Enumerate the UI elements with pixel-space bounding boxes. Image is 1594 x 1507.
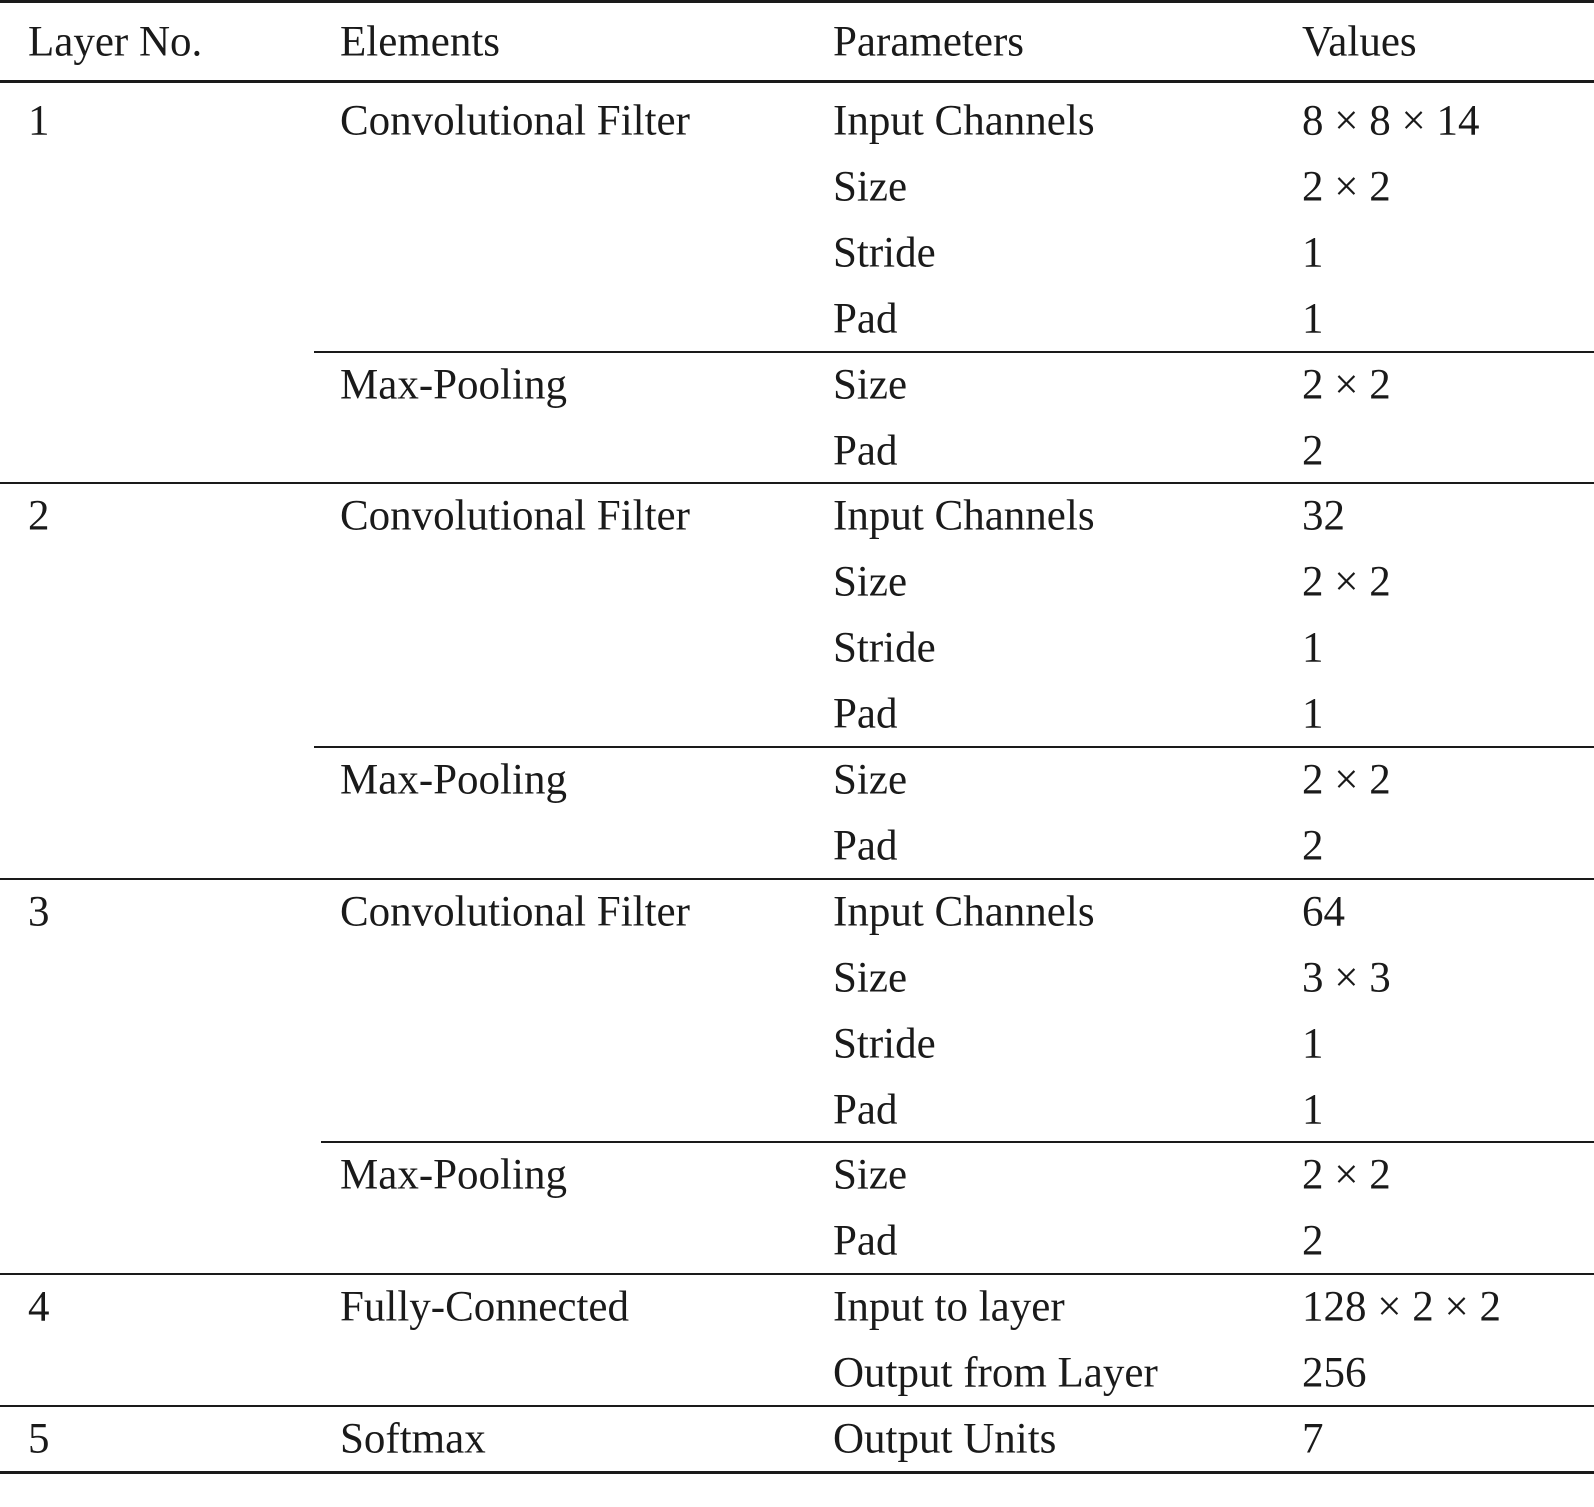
parameter-value: 1 — [1302, 1086, 1324, 1133]
element-name: Convolutional Filter — [340, 492, 690, 540]
parameter-value: 2 × 2 — [1302, 1151, 1391, 1199]
element-divider-rule — [321, 1141, 1594, 1143]
parameter-name: Size — [833, 558, 908, 606]
parameter-name: Size — [833, 756, 908, 804]
parameter-value: 2 — [1302, 822, 1324, 870]
parameter-name: Pad — [833, 690, 898, 738]
header-layer-no: Layer No. — [28, 18, 203, 66]
parameter-name: Pad — [833, 295, 898, 343]
parameter-value: 1 — [1302, 295, 1324, 343]
parameter-name: Input Channels — [833, 888, 1095, 936]
element-divider-rule — [314, 746, 1594, 748]
parameter-name: Input Channels — [833, 492, 1095, 540]
parameter-name: Stride — [833, 624, 936, 672]
parameter-name: Pad — [833, 1217, 898, 1265]
layer-number: 5 — [28, 1415, 50, 1463]
layer-divider-rule — [0, 878, 1594, 880]
parameter-name: Stride — [833, 229, 936, 277]
header-elements: Elements — [340, 18, 501, 66]
parameter-name: Pad — [833, 1086, 898, 1133]
header-parameters: Parameters — [833, 18, 1025, 66]
parameter-value: 256 — [1302, 1349, 1367, 1397]
header-rule — [0, 80, 1594, 83]
element-name: Max-Pooling — [340, 1151, 567, 1199]
parameter-name: Pad — [833, 822, 898, 870]
parameter-value: 1 — [1302, 229, 1324, 277]
parameter-name: Size — [833, 954, 908, 1002]
parameter-value: 2 × 2 — [1302, 361, 1391, 409]
parameter-value: 3 × 3 — [1302, 954, 1391, 1002]
parameter-value: 8 × 8 × 14 — [1302, 97, 1480, 145]
layer-number: 4 — [28, 1283, 50, 1331]
parameter-name: Size — [833, 361, 908, 409]
parameter-value: 7 — [1302, 1415, 1324, 1463]
element-name: Softmax — [340, 1415, 486, 1463]
layer-divider-rule — [0, 482, 1594, 484]
parameter-value: 2 — [1302, 1217, 1324, 1265]
parameter-value: 2 — [1302, 427, 1324, 474]
element-name: Convolutional Filter — [340, 97, 690, 145]
layer-number: 3 — [28, 888, 50, 936]
element-divider-rule — [314, 351, 1594, 353]
layer-number: 1 — [28, 97, 50, 145]
parameter-value: 32 — [1302, 492, 1345, 540]
element-name: Max-Pooling — [340, 756, 567, 804]
layer-number: 2 — [28, 492, 50, 540]
table-bottom-rule — [0, 1471, 1594, 1474]
parameter-value: 2 × 2 — [1302, 756, 1391, 804]
parameter-name: Pad — [833, 427, 898, 474]
parameter-name: Input Channels — [833, 97, 1095, 145]
parameter-value: 2 × 2 — [1302, 558, 1391, 606]
parameter-value: 128 × 2 × 2 — [1302, 1283, 1502, 1331]
layer-divider-rule — [0, 1405, 1594, 1407]
parameter-value: 1 — [1302, 624, 1324, 672]
parameter-name: Output from Layer — [833, 1349, 1158, 1397]
parameter-value: 1 — [1302, 690, 1324, 738]
element-name: Convolutional Filter — [340, 888, 690, 936]
parameter-name: Size — [833, 163, 908, 211]
parameter-name: Input to layer — [833, 1283, 1065, 1331]
parameter-name: Size — [833, 1151, 908, 1199]
element-name: Fully-Connected — [340, 1283, 630, 1331]
layer-divider-rule — [0, 1273, 1594, 1275]
parameter-value: 1 — [1302, 1020, 1324, 1068]
parameter-value: 64 — [1302, 888, 1345, 936]
parameter-value: 2 × 2 — [1302, 163, 1391, 211]
parameter-name: Output Units — [833, 1415, 1057, 1463]
header-values: Values — [1302, 18, 1417, 66]
table-top-rule — [0, 0, 1594, 3]
parameter-name: Stride — [833, 1020, 936, 1068]
element-name: Max-Pooling — [340, 361, 567, 409]
